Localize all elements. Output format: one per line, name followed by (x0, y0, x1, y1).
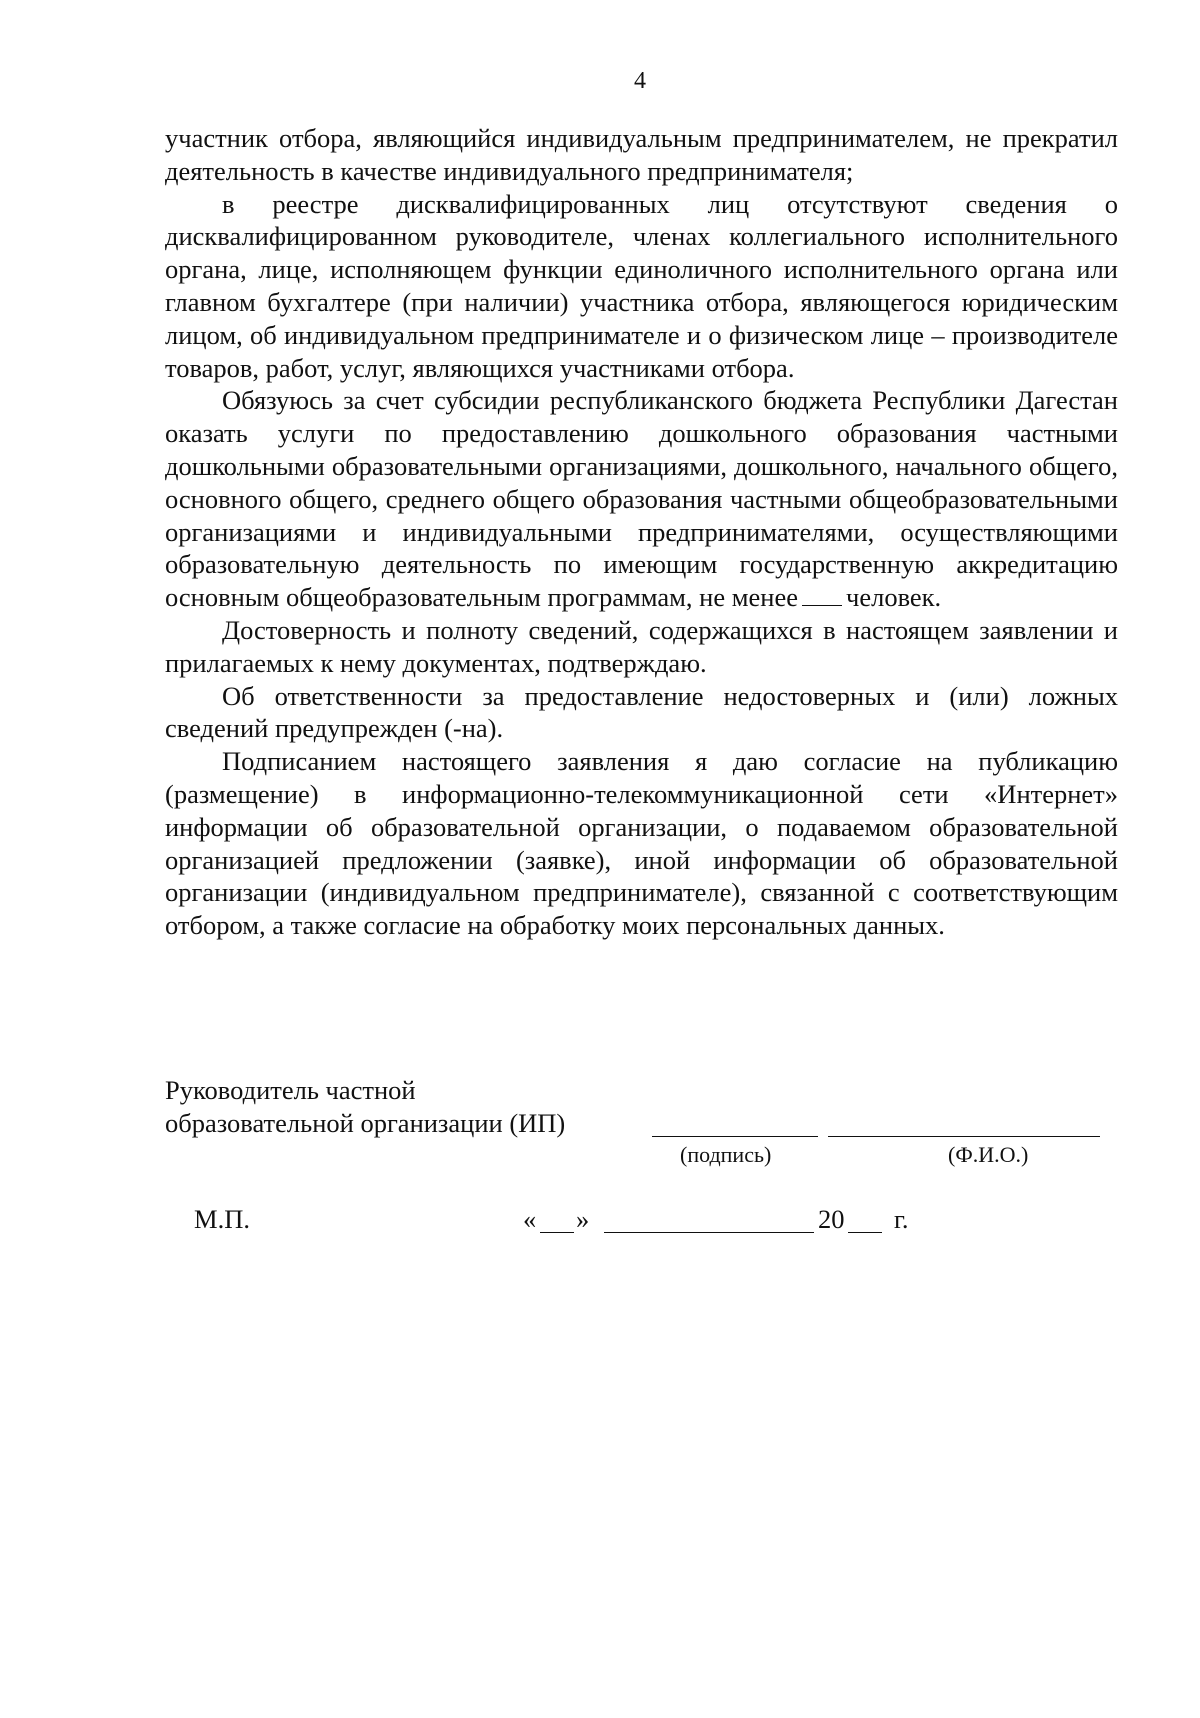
year-suffix: г. (894, 1204, 909, 1234)
paragraph-disqualified-registry: в реестре дисквалифицированных лиц отсутствуют сведения о дисквалифицированном руководителе, членах коллегиального исполнительного органа, лице, исполняющем функции единоличного исполнительного органа или главном бухгалтере (при наличии) участника отбора, являющегося юридическим лицом, об индивидуальном предпринимателе и о физическом лице – производителе товаров, работ, услуг, являющихся участниками отбора. (165, 188, 1118, 383)
stamp-label: М.П. (194, 1204, 250, 1234)
month-blank (604, 1232, 814, 1233)
paragraph-reliability: Достоверность и полноту сведений, содержащихся в настоящем заявлении и прилагаемых к нему документах, подтверждаю. (165, 614, 1118, 678)
full-name-caption: (Ф.И.О.) (948, 1142, 1029, 1167)
date-close-quote: » (576, 1204, 590, 1234)
obligation-suffix: человек. (846, 582, 942, 613)
signature-caption: (подпись) (680, 1142, 772, 1167)
year-blank (848, 1232, 882, 1233)
date-open-quote: « (523, 1204, 537, 1234)
paragraph-obligation (165, 384, 1118, 614)
obligation-text: Обязуюсь за счет субсидии республиканского бюджета Республики Дагестан оказать услуги по предоставлению дошкольного образования частными дошкольными образовательными организациями, дошкольного, начального общего, основного общего, среднего общего образования частными общеобразовательными организациями и индивидуальными предпринимателями, осуществляющими образовательную деятельность по имеющим государственную аккредитацию основным общеобразовательным программам, не менее (165, 385, 1118, 613)
signature-blank (652, 1136, 818, 1137)
paragraph-entrepreneur: участник отбора, являющийся индивидуальным предпринимателем, не прекратил деятельность в качестве индивидуального предпринимателя; (165, 123, 1118, 186)
document-body (165, 122, 1118, 942)
page-number: 4 (634, 68, 646, 94)
paragraph-responsibility: Об ответственности за предоставление недостоверных и (или) ложных сведений предупрежден (-на). (165, 680, 1118, 744)
paragraph-consent: Подписанием настоящего заявления я даю согласие на публикацию (размещение) в информационно-телекоммуникационной сети «Интернет» информации об образовательной организации, о подаваемом образовательной организацией предложении (заявке), иной информации об образовательной организации (индивидуальном предпринимателе), связанной с соответствующим отбором, а также согласие на обработку моих персональных данных. (165, 746, 1118, 941)
year-prefix: 20 (818, 1204, 845, 1234)
signatory-label (165, 1074, 565, 1140)
count-blank (802, 583, 842, 606)
day-blank (540, 1232, 574, 1233)
signatory-line-2: образовательной организации (ИП) (165, 1108, 566, 1138)
signatory-line-1: Руководитель частной (165, 1075, 416, 1105)
full-name-blank (828, 1136, 1100, 1137)
